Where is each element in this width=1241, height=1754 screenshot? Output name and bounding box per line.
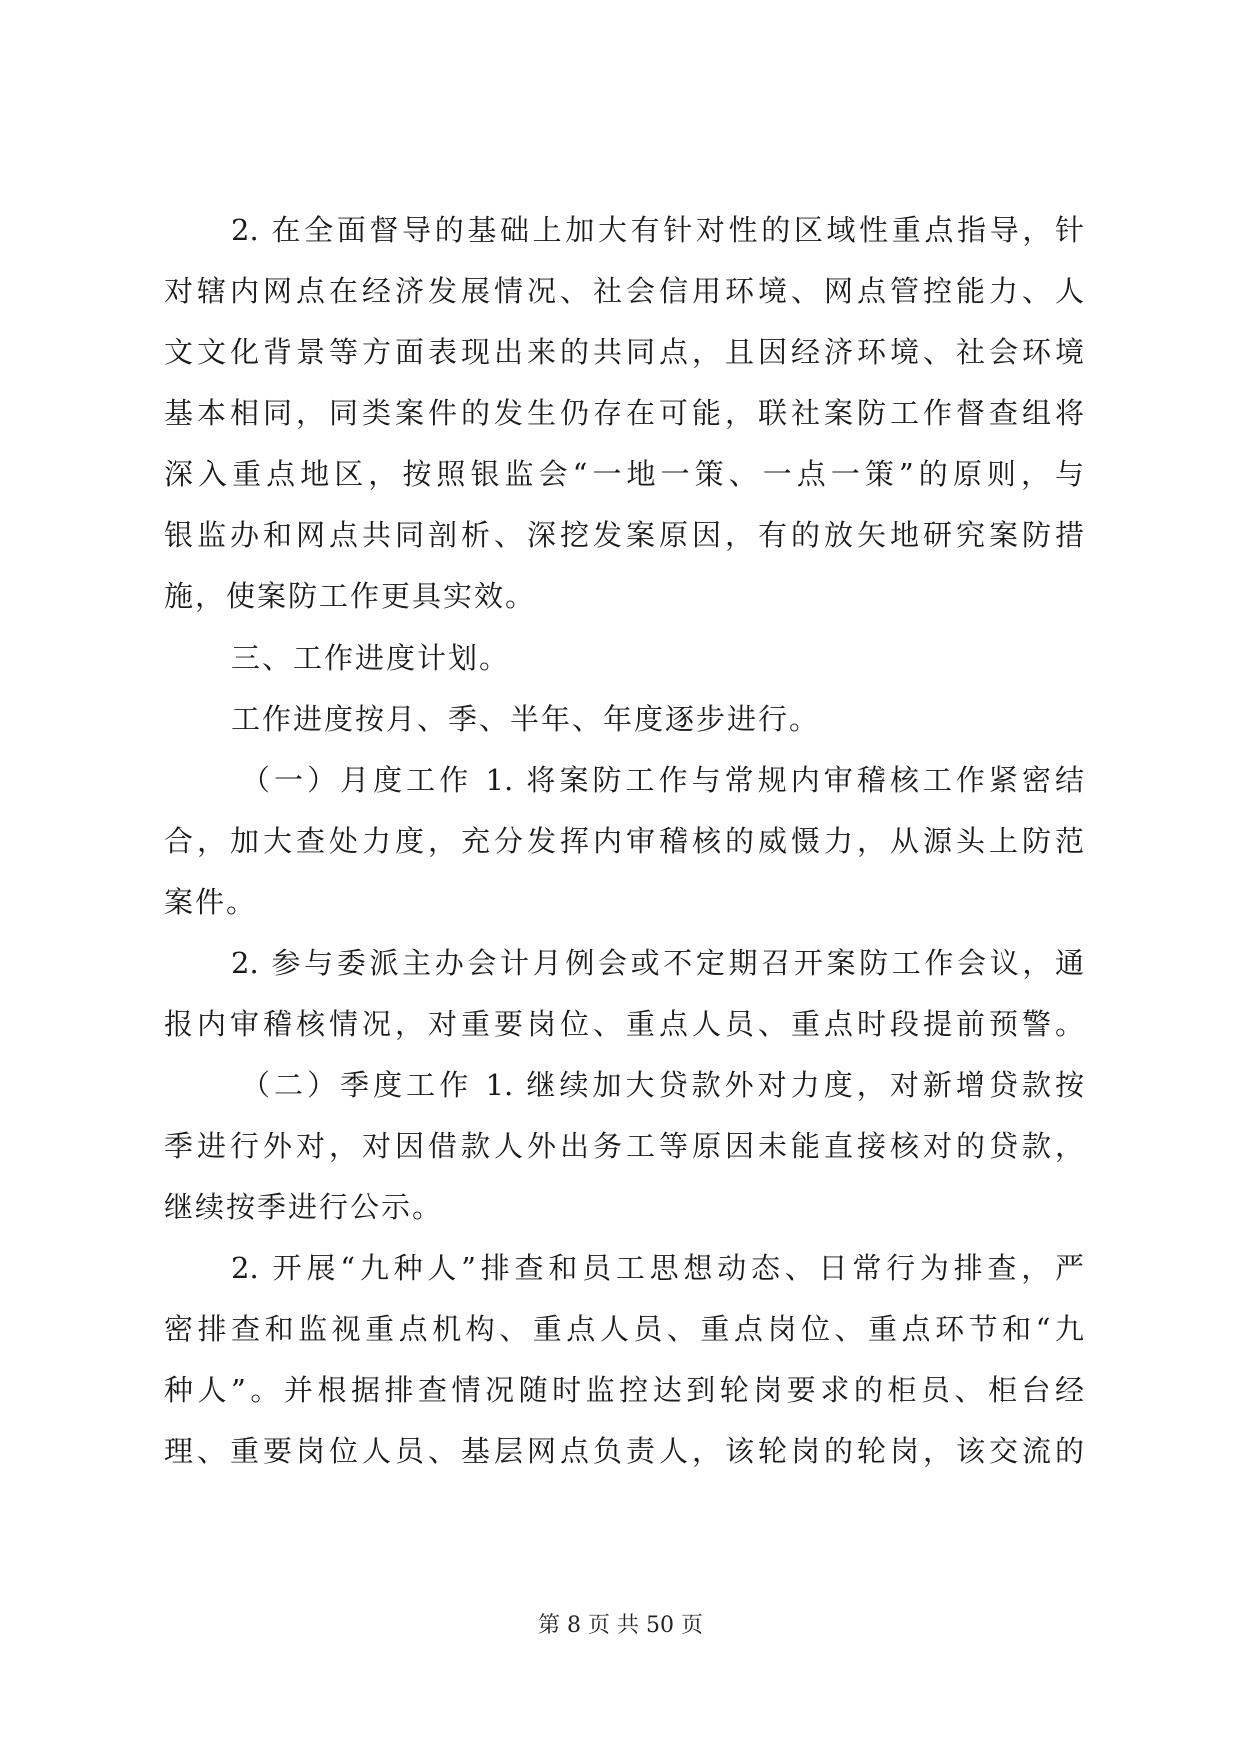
text-line: 深入重点地区，按照银监会“一地一策、一点一策”的原则，与 (164, 457, 1084, 491)
text-line: 银监办和网点共同剖析、深挖发案原因，有的放矢地研究案防措 (164, 518, 1084, 552)
text-line: 案件。 (164, 885, 258, 919)
text-line: 2. 在全面督导的基础上加大有针对性的区域性重点指导，针 (231, 213, 1084, 247)
text-line: 密排查和监视重点机构、重点人员、重点岗位、重点环节和“九 (164, 1312, 1084, 1346)
text-line: 2. 参与委派主办会计月例会或不定期召开案防工作会议，通 (231, 946, 1084, 980)
text-line: 理、重要岗位人员、基层网点负责人，该轮岗的轮岗，该交流的 (164, 1434, 1084, 1468)
text-line: 报内审稽核情况，对重要岗位、重点人员、重点时段提前预警。 (164, 1007, 1084, 1041)
text-line: （一）月度工作 1. 将案防工作与常规内审稽核工作紧密结 (241, 763, 1084, 797)
page-number-footer: 第 8 页 共 50 页 (538, 1613, 703, 1638)
text-line: 合，加大查处力度，充分发挥内审稽核的威慑力，从源头上防范 (164, 824, 1084, 858)
text-line: 种人”。并根据排查情况随时监控达到轮岗要求的柜员、柜台经 (164, 1373, 1084, 1407)
text-line: 季进行外对，对因借款人外出务工等原因未能直接核对的贷款， (164, 1129, 1084, 1163)
text-line: 对辖内网点在经济发展情况、社会信用环境、网点管控能力、人 (164, 274, 1084, 308)
text-line: 工作进度按月、季、半年、年度逐步进行。 (231, 702, 821, 736)
text-line: （二）季度工作 1. 继续加大贷款外对力度，对新增贷款按 (241, 1068, 1084, 1102)
section-heading: 三、工作进度计划。 (231, 641, 511, 675)
text-line: 基本相同，同类案件的发生仍存在可能，联社案防工作督查组将 (164, 396, 1084, 430)
text-line: 2. 开展“九种人”排查和员工思想动态、日常行为排查，严 (231, 1251, 1084, 1285)
text-line: 施，使案防工作更具实效。 (164, 579, 537, 613)
text-line: 文文化背景等方面表现出来的共同点，且因经济环境、社会环境 (164, 335, 1084, 369)
text-line: 继续按季进行公示。 (164, 1190, 444, 1224)
